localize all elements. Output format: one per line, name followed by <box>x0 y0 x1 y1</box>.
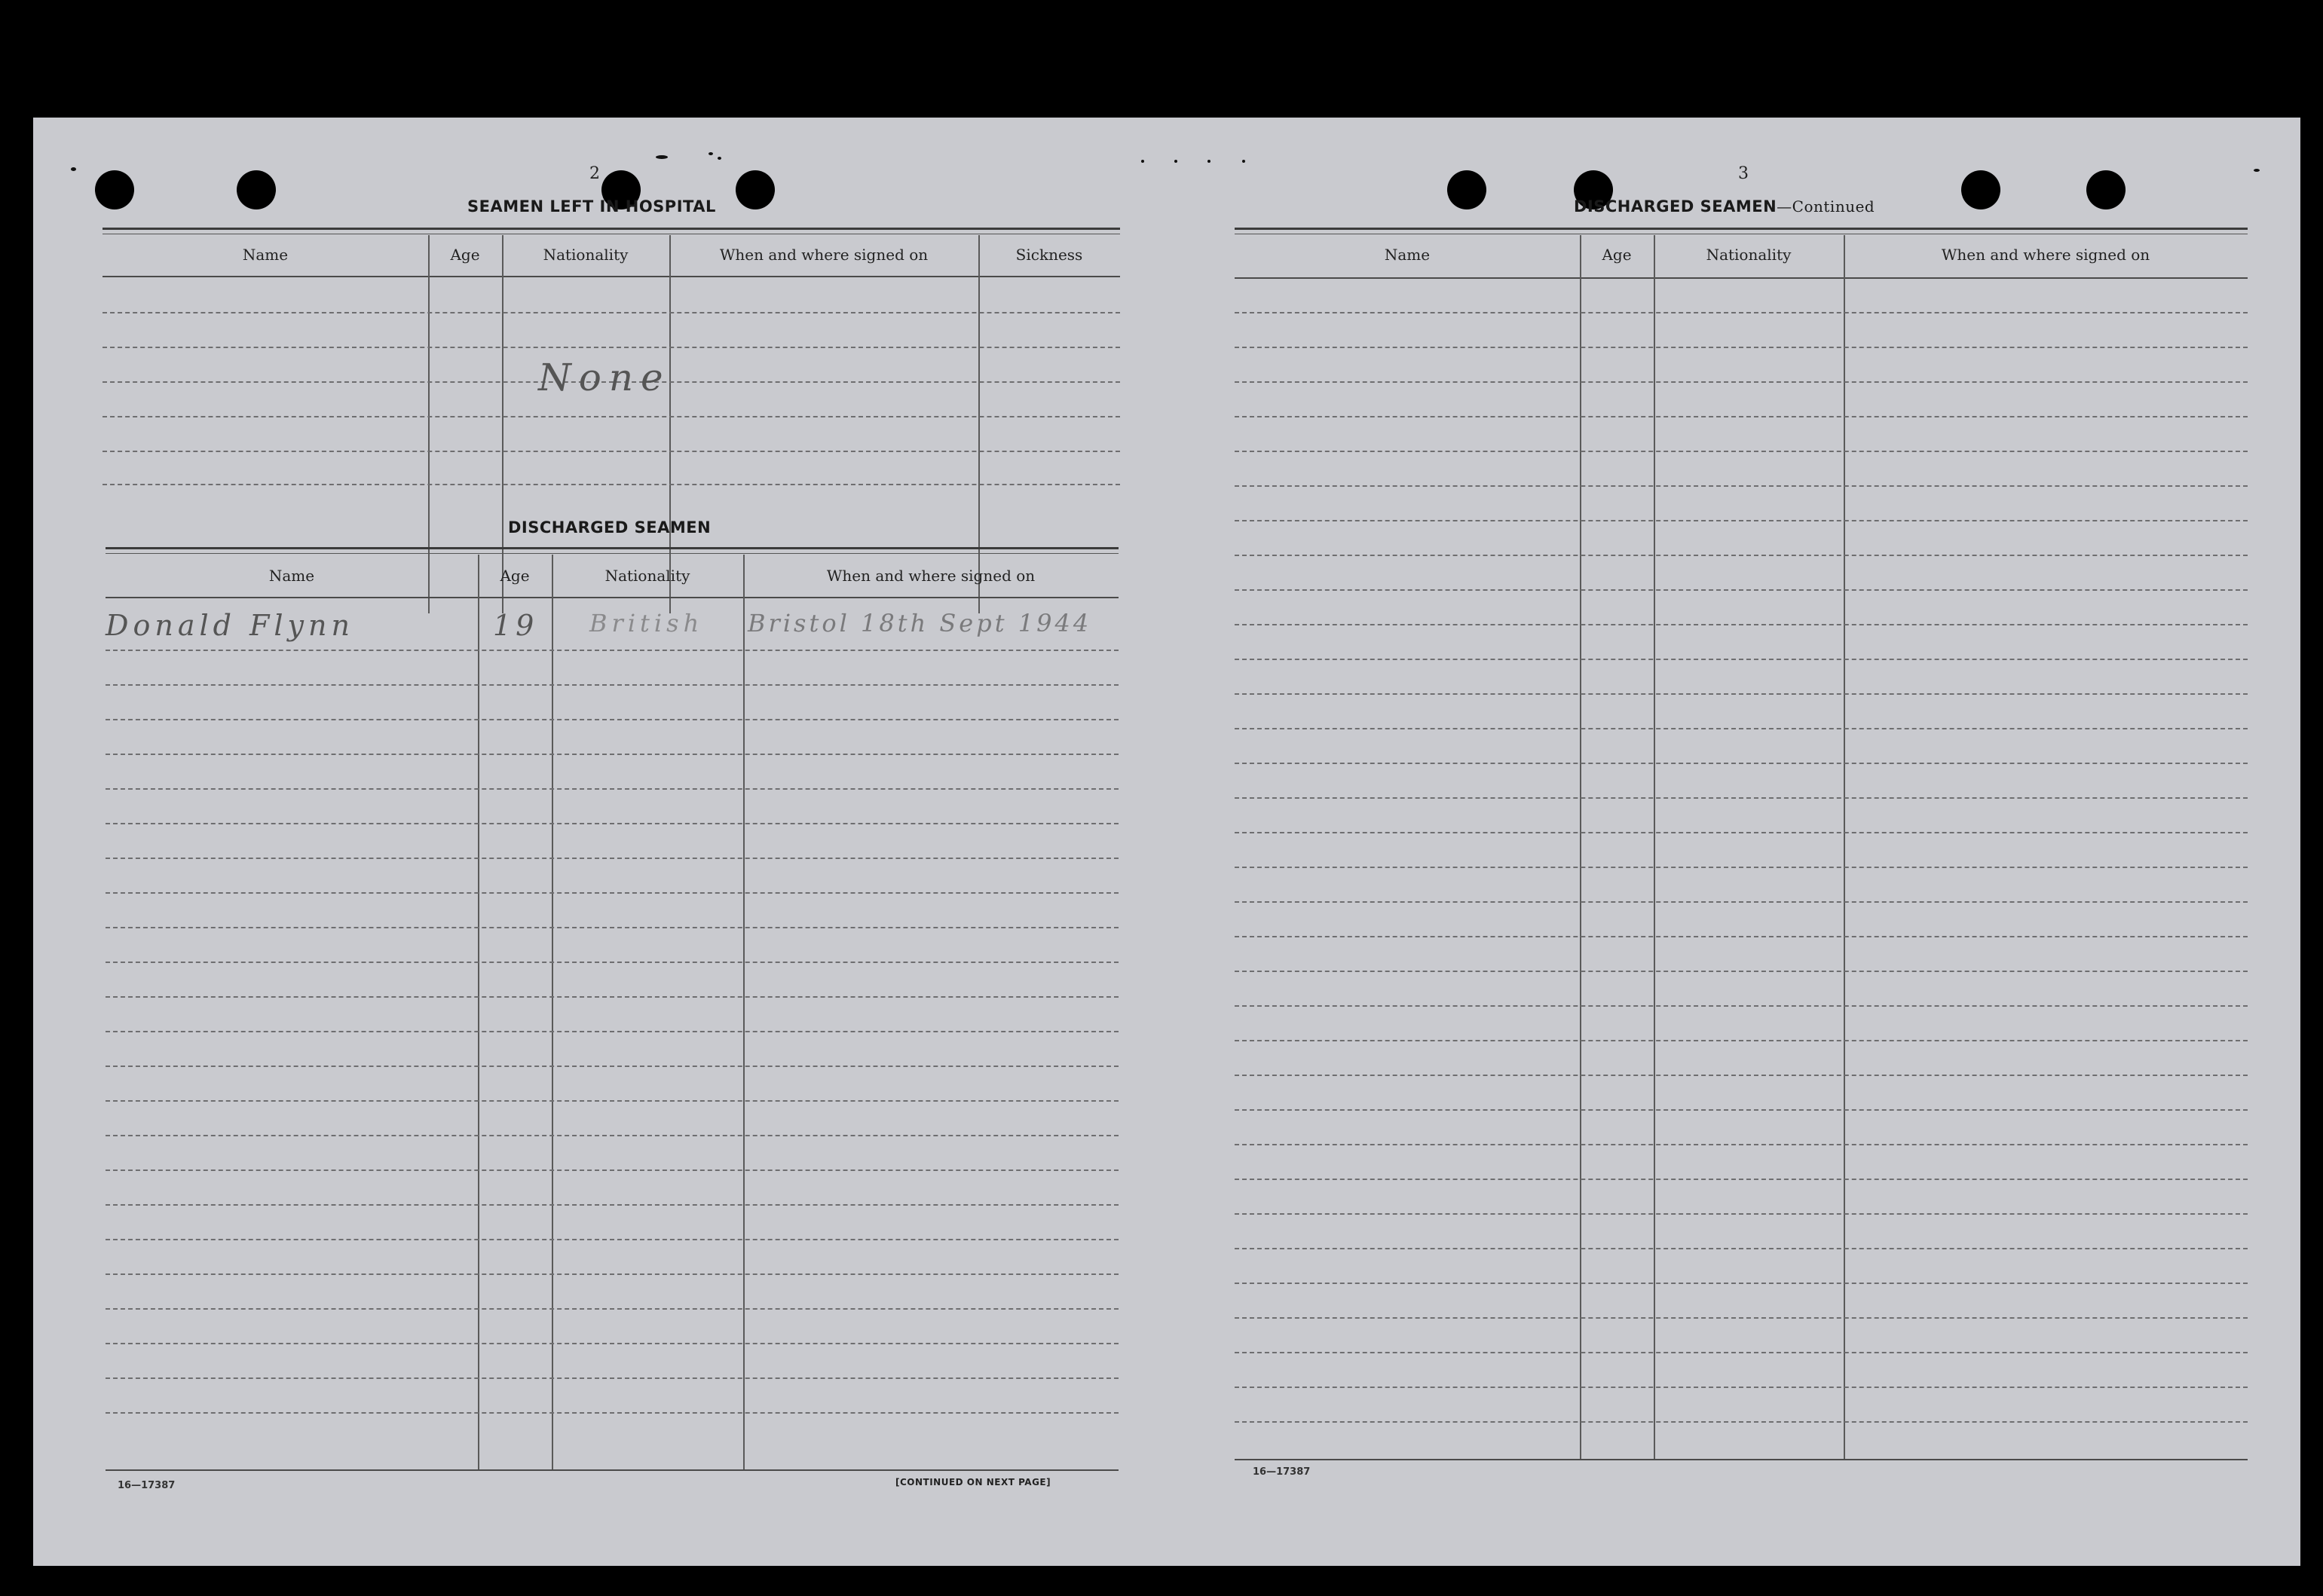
speck <box>718 157 721 160</box>
punch-hole <box>2086 170 2126 209</box>
page-number-left: 2 <box>589 164 600 183</box>
punch-hole <box>1961 170 2000 209</box>
discharged-continued-title <box>1574 197 1875 216</box>
punch-hole <box>237 170 276 209</box>
speck <box>1242 160 1245 163</box>
discharged-section-title: DISCHARGED SEAMEN <box>508 518 712 537</box>
hospital-section-title: SEAMEN LEFT IN HOSPITAL <box>467 197 716 216</box>
punch-hole <box>95 170 134 209</box>
discharged-table <box>106 547 1119 1474</box>
page-number-right: 3 <box>1738 164 1749 183</box>
col-header-signed-on: When and where signed on <box>826 567 1036 585</box>
entry-nationality: British <box>589 609 704 637</box>
punch-hole <box>1447 170 1486 209</box>
entry-age: 19 <box>493 609 539 642</box>
speck <box>1141 160 1144 163</box>
document-sheet <box>33 118 2300 1566</box>
speck <box>656 155 668 159</box>
title-suffix: —Continued <box>1777 197 1875 216</box>
col-header-name: Name <box>268 567 315 585</box>
col-header-signed-on: When and where signed on <box>1941 246 2150 264</box>
speck <box>1174 160 1177 163</box>
col-header-nationality: Nationality <box>604 567 690 585</box>
handwritten-none: None <box>538 356 671 399</box>
form-number-left: 16—17387 <box>118 1480 176 1491</box>
entry-name: Donald Flynn <box>106 609 354 642</box>
speck <box>709 152 713 155</box>
title-main: DISCHARGED SEAMEN <box>1574 197 1777 216</box>
form-number-right: 16—17387 <box>1253 1466 1311 1478</box>
speck <box>2254 169 2260 172</box>
col-header-age: Age <box>1602 246 1632 264</box>
speck <box>71 167 76 171</box>
col-header-nationality: Nationality <box>543 246 629 264</box>
col-header-nationality: Nationality <box>1706 246 1792 264</box>
speck <box>1207 160 1210 163</box>
col-header-name: Name <box>242 246 289 264</box>
col-header-age: Age <box>500 567 530 585</box>
col-header-age: Age <box>450 246 480 264</box>
col-header-signed-on: When and where signed on <box>719 246 929 264</box>
entry-signed-on: Bristol 18th Sept 1944 <box>748 609 1092 637</box>
continued-footnote: [CONTINUED ON NEXT PAGE] <box>895 1477 1051 1487</box>
col-header-name: Name <box>1384 246 1431 264</box>
discharged-continued-table <box>1235 228 2248 1463</box>
col-header-sickness: Sickness <box>1015 246 1083 264</box>
punch-hole <box>736 170 775 209</box>
